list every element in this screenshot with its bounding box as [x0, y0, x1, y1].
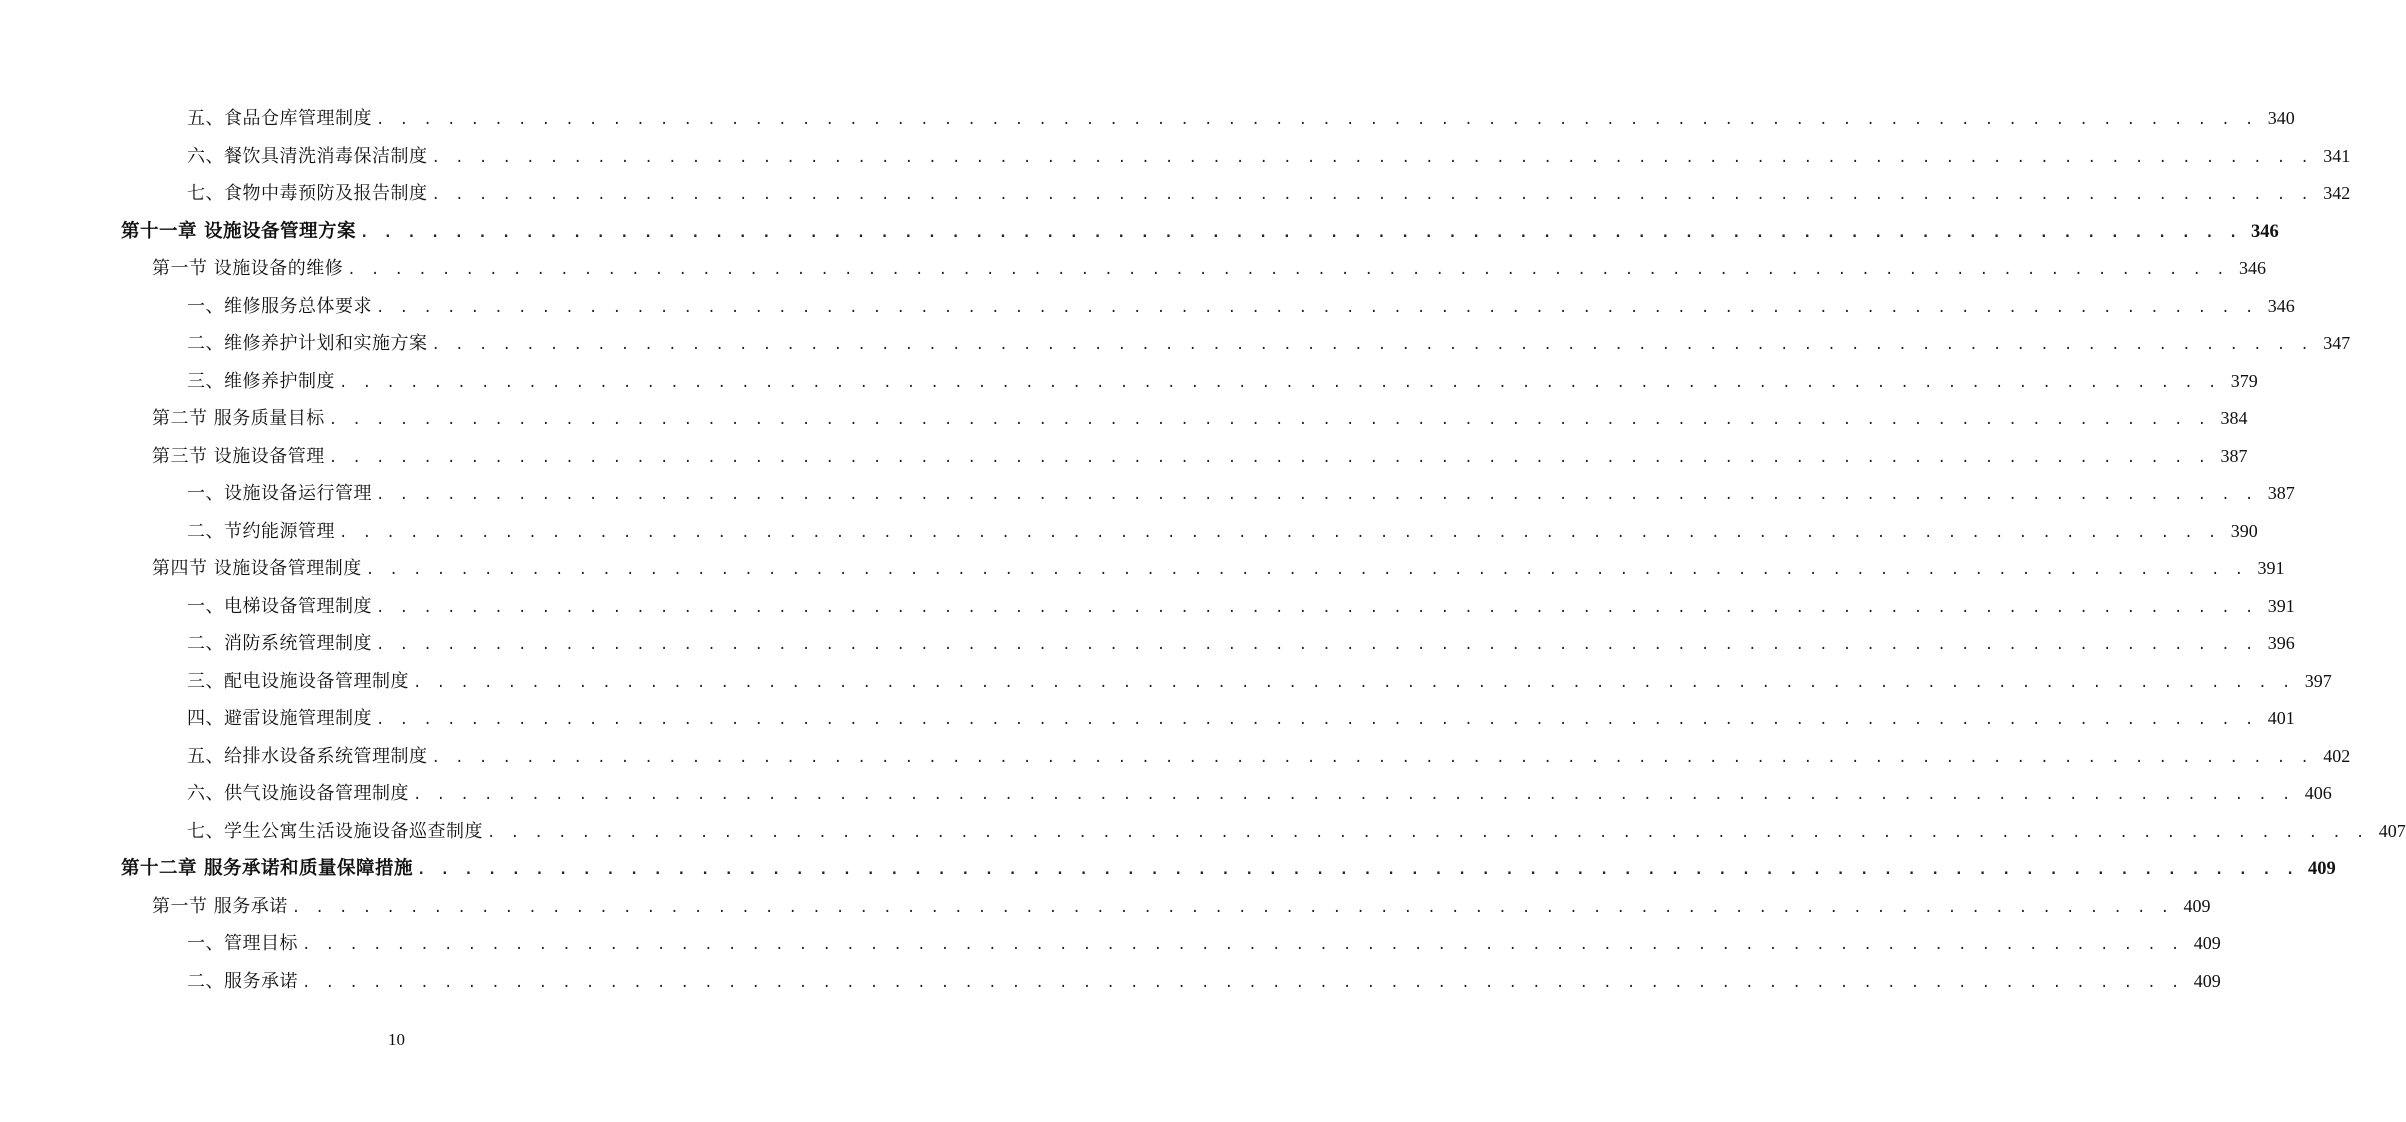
toc-section-entry[interactable]	[121, 888, 2211, 926]
toc-entry-page: 397	[2304, 670, 2332, 691]
toc-entry-title: 五、食品仓库管理制度	[187, 108, 372, 129]
toc-entry-title: 第三节 设施设备管理	[152, 445, 325, 467]
toc-entry-page: 407	[2378, 820, 2406, 841]
toc-subsection-entry[interactable]	[121, 475, 2295, 513]
toc-chapter-entry[interactable]	[121, 213, 2279, 251]
toc-entry-title: 七、学生公寓生活设施设备巡查制度	[187, 820, 483, 842]
toc-entry-title: 一、电梯设备管理制度	[187, 595, 372, 617]
toc-entry-title: 四、避雷设施管理制度	[187, 708, 372, 729]
toc-subsection-entry[interactable]	[121, 325, 2351, 363]
toc-entry-title: 一、管理目标	[187, 933, 298, 954]
toc-entry-page: 409	[2193, 933, 2221, 953]
toc-dot-leader: . . . . . . . . . . . . . . . . . . . . . . . . . . . . . . . . . . . . . . . . . . . . . . . . . . . . . . . . . . . . . . . . . . . . . . . . . . . . . . . .	[487, 824, 2368, 841]
toc-entry-page: 396	[2267, 633, 2295, 653]
toc-entry-title: 第四节 设施设备管理制度	[152, 558, 362, 579]
toc-entry-title: 六、供气设施设备管理制度	[187, 783, 409, 804]
toc-entry-page: 401	[2267, 708, 2295, 728]
toc-entry-title: 二、维修养护计划和实施方案	[187, 333, 428, 354]
toc-dot-leader: . . . . . . . . . . . . . . . . . . . . . . . . . . . . . . . . . . . . . . . . . . . . . . . . . . . . . . . . . . . . . . . . . . . . . . . . . . . . . . . .	[431, 749, 2313, 766]
toc-list	[121, 100, 2406, 1000]
toc-entry-page: 391	[2257, 558, 2285, 578]
page-number: 10	[388, 1030, 405, 1049]
table-of-contents	[121, 100, 2406, 1000]
toc-dot-leader: . . . . . . . . . . . . . . . . . . . . . . . . . . . . . . . . . . . . . . . . . . . . . . . . . . . . . . . . . . . . . . . . . . . . . . . . . . . . . . . .	[365, 562, 2247, 578]
toc-entry-title: 三、配电设施设备管理制度	[187, 670, 409, 692]
toc-dot-leader: . . . . . . . . . . . . . . . . . . . . . . . . . . . . . . . . . . . . . . . . . . . . . . . . . . . . . . . . . . . . . . . . . . . . . . . . . . . . . . . .	[376, 299, 2257, 316]
toc-entry-page: 341	[2323, 145, 2351, 166]
toc-subsection-entry[interactable]	[121, 175, 2351, 213]
toc-dot-leader: . . . . . . . . . . . . . . . . . . . . . . . . . . . . . . . . . . . . . . . . . . . . . . . . . . . . . . . . . . . . . . . . . . . . . . . . . . . . . . . .	[413, 787, 2294, 803]
toc-dot-leader: . . . . . . . . . . . . . . . . . . . . . . . . . . . . . . . . . . . . . . . . . . . . . . . . . . . . . . . . . . . . . . . . . . . . . . . . . . . . . . . .	[376, 599, 2257, 616]
toc-entry-page: 409	[2183, 895, 2211, 916]
toc-dot-leader: . . . . . . . . . . . . . . . . . . . . . . . . . . . . . . . . . . . . . . . . . . . . . . . . . . . . . . . . . . . . . . . . . . . . . . . . . . . . . . . .	[431, 187, 2313, 203]
toc-dot-leader: . . . . . . . . . . . . . . . . . . . . . . . . . . . . . . . . . . . . . . . . . . . . . . . . . . . . . . . . . . . . . . . . . . . . . . . . . . . . . . . .	[339, 524, 2220, 541]
toc-entry-title: 六、餐饮具清洗消毒保洁制度	[187, 145, 428, 167]
toc-subsection-entry[interactable]	[121, 138, 2351, 176]
toc-subsection-entry[interactable]	[121, 775, 2332, 813]
toc-entry-page: 402	[2323, 745, 2351, 766]
toc-entry-title: 一、维修服务总体要求	[187, 295, 372, 317]
toc-entry-title: 三、维修养护制度	[187, 370, 335, 392]
toc-entry-title: 二、服务承诺	[187, 970, 298, 992]
toc-dot-leader: . . . . . . . . . . . . . . . . . . . . . . . . . . . . . . . . . . . . . . . . . . . . . . . . . . . . . . . . . . . . . . . . . . . . . . . . . . . . . . . .	[302, 937, 2183, 953]
toc-subsection-entry[interactable]	[121, 738, 2351, 776]
toc-subsection-entry[interactable]	[121, 663, 2332, 701]
toc-entry-page: 340	[2267, 108, 2295, 128]
toc-subsection-entry[interactable]	[121, 963, 2221, 1001]
toc-entry-page: 406	[2304, 783, 2332, 803]
toc-entry-page: 409	[2193, 970, 2221, 991]
toc-dot-leader: . . . . . . . . . . . . . . . . . . . . . . . . . . . . . . . . . . . . . . . . . . . . . . . . . . . . . . . . . . . . . . . . . . . . . . . . . . . . . . . .	[376, 637, 2257, 653]
toc-entry-page: 409	[2307, 859, 2336, 879]
toc-subsection-entry[interactable]	[121, 513, 2258, 551]
toc-entry-page: 391	[2267, 595, 2295, 616]
toc-entry-page: 346	[2250, 221, 2279, 242]
toc-subsection-entry[interactable]	[121, 288, 2295, 326]
toc-subsection-entry[interactable]	[121, 363, 2258, 401]
toc-subsection-entry[interactable]	[121, 925, 2221, 963]
toc-entry-title: 第二节 服务质量目标	[152, 408, 325, 429]
toc-entry-title: 第一节 服务承诺	[152, 895, 288, 917]
toc-dot-leader: . . . . . . . . . . . . . . . . . . . . . . . . . . . . . . . . . . . . . . . . . . . . . . . . . . . . . . . . . . . . . . . . . . . . . . . . . . . . . . . .	[359, 224, 2241, 241]
toc-entry-page: 346	[2267, 295, 2295, 316]
toc-dot-leader: . . . . . . . . . . . . . . . . . . . . . . . . . . . . . . . . . . . . . . . . . . . . . . . . . . . . . . . . . . . . . . . . . . . . . . . . . . . . . . . .	[431, 337, 2313, 353]
toc-entry-page: 346	[2239, 258, 2266, 278]
toc-subsection-entry[interactable]	[121, 100, 2295, 138]
toc-dot-leader: . . . . . . . . . . . . . . . . . . . . . . . . . . . . . . . . . . . . . . . . . . . . . . . . . . . . . . . . . . . . . . . . . . . . . . . . . . . . . . . .	[376, 487, 2257, 503]
toc-section-entry[interactable]	[121, 438, 2248, 476]
toc-dot-leader: . . . . . . . . . . . . . . . . . . . . . . . . . . . . . . . . . . . . . . . . . . . . . . . . . . . . . . . . . . . . . . . . . . . . . . . . . . . . . . . .	[302, 974, 2183, 991]
toc-entry-page: 342	[2323, 183, 2351, 203]
toc-entry-title: 七、食物中毒预防及报告制度	[187, 183, 428, 204]
toc-subsection-entry[interactable]	[121, 588, 2295, 626]
toc-dot-leader: . . . . . . . . . . . . . . . . . . . . . . . . . . . . . . . . . . . . . . . . . . . . . . . . . . . . . . . . . . . . . . . . . . . . . . . . . . . . . . . .	[339, 374, 2220, 391]
toc-entry-page: 390	[2230, 520, 2258, 541]
toc-subsection-entry[interactable]	[121, 813, 2406, 851]
toc-dot-leader: . . . . . . . . . . . . . . . . . . . . . . . . . . . . . . . . . . . . . . . . . . . . . . . . . . . . . . . . . . . . . . . . . . . . . . . . . . . . . . . .	[376, 712, 2257, 728]
toc-entry-page: 379	[2230, 370, 2258, 391]
toc-entry-title: 一、设施设备运行管理	[187, 483, 372, 504]
toc-dot-leader: . . . . . . . . . . . . . . . . . . . . . . . . . . . . . . . . . . . . . . . . . . . . . . . . . . . . . . . . . . . . . . . . . . . . . . . . . . . . . . . .	[416, 862, 2298, 878]
toc-subsection-entry[interactable]	[121, 625, 2295, 663]
toc-entry-title: 第一节 设施设备的维修	[152, 258, 344, 279]
toc-dot-leader: . . . . . . . . . . . . . . . . . . . . . . . . . . . . . . . . . . . . . . . . . . . . . . . . . . . . . . . . . . . . . . . . . . . . . . . . . . . . . . . .	[376, 112, 2257, 128]
toc-dot-leader: . . . . . . . . . . . . . . . . . . . . . . . . . . . . . . . . . . . . . . . . . . . . . . . . . . . . . . . . . . . . . . . . . . . . . . . . . . . . . . . .	[328, 412, 2210, 428]
toc-section-entry[interactable]	[121, 550, 2285, 588]
toc-entry-title: 第十二章 服务承诺和质量保障措施	[121, 858, 413, 879]
toc-entry-title: 五、给排水设备系统管理制度	[187, 745, 428, 767]
toc-dot-leader: . . . . . . . . . . . . . . . . . . . . . . . . . . . . . . . . . . . . . . . . . . . . . . . . . . . . . . . . . . . . . . . . . . . . . . . . . . . . . . . .	[347, 262, 2228, 278]
toc-section-entry[interactable]	[121, 400, 2248, 438]
toc-entry-page: 387	[2220, 445, 2248, 466]
toc-chapter-entry[interactable]	[121, 850, 2336, 888]
toc-dot-leader: . . . . . . . . . . . . . . . . . . . . . . . . . . . . . . . . . . . . . . . . . . . . . . . . . . . . . . . . . . . . . . . . . . . . . . . . . . . . . . . .	[328, 449, 2210, 466]
toc-dot-leader: . . . . . . . . . . . . . . . . . . . . . . . . . . . . . . . . . . . . . . . . . . . . . . . . . . . . . . . . . . . . . . . . . . . . . . . . . . . . . . . .	[413, 674, 2294, 691]
toc-entry-page: 384	[2220, 408, 2248, 428]
toc-entry-title: 二、消防系统管理制度	[187, 633, 372, 654]
toc-dot-leader: . . . . . . . . . . . . . . . . . . . . . . . . . . . . . . . . . . . . . . . . . . . . . . . . . . . . . . . . . . . . . . . . . . . . . . . . . . . . . . . .	[291, 899, 2173, 916]
toc-entry-page: 387	[2267, 483, 2295, 503]
toc-section-entry[interactable]	[121, 250, 2266, 288]
toc-dot-leader: . . . . . . . . . . . . . . . . . . . . . . . . . . . . . . . . . . . . . . . . . . . . . . . . . . . . . . . . . . . . . . . . . . . . . . . . . . . . . . . .	[431, 149, 2313, 166]
toc-entry-title: 第十一章 设施设备管理方案	[121, 220, 356, 242]
toc-subsection-entry[interactable]	[121, 700, 2295, 738]
toc-entry-page: 347	[2323, 333, 2351, 353]
toc-entry-title: 二、节约能源管理	[187, 520, 335, 542]
